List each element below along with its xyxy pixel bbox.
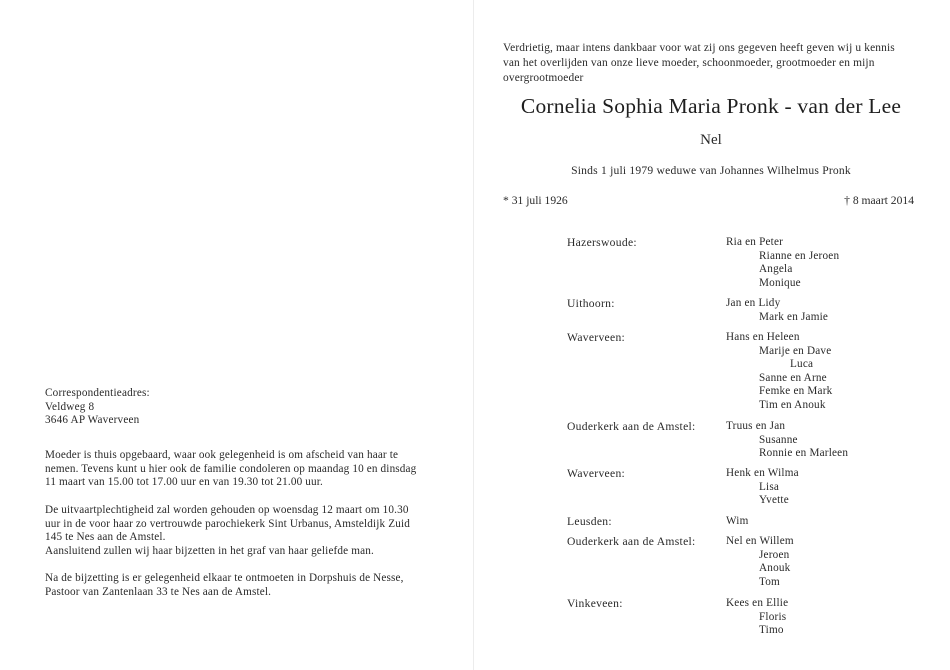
paragraph-line: 145 te Nes aan de Amstel.: [45, 531, 166, 544]
paragraph-line: nemen. Tevens kunt u hier ook de familie condoleren op maandag 10 en dinsdag: [45, 462, 417, 475]
family-head: Nel en Willem: [726, 535, 794, 547]
family-child: Anouk: [759, 562, 791, 575]
nickname: Nel: [700, 132, 722, 148]
family-child: Angela: [759, 263, 793, 276]
family-head: Ria en Peter: [726, 236, 784, 248]
family-place: Hazerswoude:: [567, 236, 637, 249]
intro-line: Verdrietig, maar intens dankbaar voor wat zij ons gegeven heeft geven wij u kennis: [503, 42, 895, 54]
family-child: Monique: [759, 276, 801, 289]
family-group: [726, 297, 828, 324]
family-group: [726, 420, 848, 461]
birth-date: * 31 juli 1926: [503, 194, 568, 207]
paragraph-line: Pastoor van Zantenlaan 33 te Nes aan de Amstel.: [45, 585, 272, 598]
page-fold: [473, 0, 474, 670]
family-head: Jan en Lidy: [726, 297, 781, 309]
family-child: Lisa: [759, 480, 780, 493]
family-child: Femke en Mark: [759, 385, 833, 398]
gathering-paragraph: [45, 572, 435, 599]
paragraph-line: 11 maart van 15.00 tot 17.00 uur en van 19.30 tot 21.00 uur.: [45, 476, 323, 489]
family-child: Rianne en Jeroen: [759, 249, 840, 262]
family-group: [726, 515, 749, 529]
death-date: † 8 maart 2014: [844, 194, 914, 207]
family-child: Floris: [759, 610, 787, 623]
family-group: [726, 331, 832, 413]
paragraph-line: Moeder is thuis opgebaard, waar ook gelegenheid is om afscheid van haar te: [45, 449, 399, 461]
family-child: Ronnie en Marleen: [759, 447, 849, 460]
family-child: Susanne: [759, 433, 798, 446]
family-child: Tim en Anouk: [759, 398, 826, 411]
address-label: Correspondentieadres:: [45, 387, 150, 399]
paragraph-line: Aansluitend zullen wij haar bijzetten in het graf van haar geliefde man.: [45, 544, 374, 557]
paragraph-line: De uitvaartplechtigheid zal worden gehouden op woensdag 12 maart om 10.30: [45, 504, 409, 516]
family-grandchild: Luca: [790, 358, 814, 371]
paragraph-line: uur in de voor haar zo vertrouwde parochiekerk Sint Urbanus, Amsteldijk Zuid: [45, 517, 410, 530]
family-place: Waverveen:: [567, 467, 626, 480]
address-city: 3646 AP Waverveen: [45, 414, 140, 427]
family-child: Timo: [759, 624, 784, 637]
family-place: Uithoorn:: [567, 297, 615, 310]
widow-line: Sinds 1 juli 1979 weduwe van Johannes Wilhelmus Pronk: [571, 164, 851, 177]
family-head: Henk en Wilma: [726, 467, 799, 479]
intro-line: overgrootmoeder: [503, 72, 584, 84]
deceased-name: Cornelia Sophia Maria Pronk - van der Lee: [520, 94, 902, 118]
address-street: Veldweg 8: [45, 400, 95, 413]
family-group: [726, 467, 799, 508]
family-child: Marije en Dave: [759, 344, 832, 357]
family-child: Mark en Jamie: [759, 310, 829, 323]
family-head: Hans en Heleen: [726, 331, 800, 343]
intro-line: van het overlijden van onze lieve moeder, schoonmoeder, grootmoeder en mijn: [503, 57, 875, 69]
family-child: Tom: [759, 575, 780, 588]
paragraph-line: Na de bijzetting is er gelegenheid elkaar te ontmoeten in Dorpshuis de Nesse,: [45, 572, 404, 584]
family-child: Jeroen: [759, 548, 790, 561]
family-head: Truus en Jan: [726, 420, 786, 432]
family-place: Ouderkerk aan de Amstel:: [567, 420, 696, 433]
family-head: Kees en Ellie: [726, 597, 789, 609]
family-place: Leusden:: [567, 515, 612, 528]
family-group: [726, 236, 839, 290]
family-child: Sanne en Arne: [759, 371, 827, 384]
correspondence-address: [45, 387, 150, 428]
family-head: Wim: [726, 515, 749, 527]
family-child: Yvette: [759, 494, 789, 507]
viewing-paragraph: [45, 449, 435, 490]
family-group: [726, 597, 788, 638]
family-place: Ouderkerk aan de Amstel:: [567, 535, 696, 548]
funeral-paragraph: [45, 504, 435, 558]
family-place: Vinkeveen:: [567, 597, 623, 610]
announcement-intro: [503, 41, 920, 86]
family-group: [726, 535, 794, 589]
family-place: Waverveen:: [567, 331, 626, 344]
